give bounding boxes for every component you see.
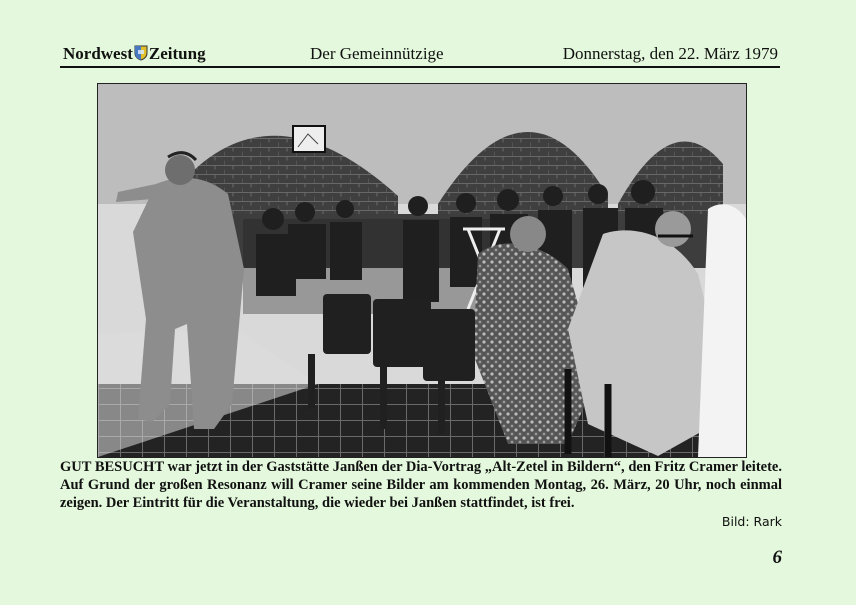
photo-credit: Bild: Rark <box>721 514 782 529</box>
photo-illustration <box>98 84 746 457</box>
section-title: Der Gemeinnützige <box>310 44 444 63</box>
masthead-left: Nordwest <box>63 44 133 63</box>
page-number: 6 <box>772 547 782 568</box>
masthead-right: Zeitung <box>148 44 206 63</box>
issue-date: Donnerstag, den 22. März 1979 <box>562 44 778 63</box>
masthead <box>63 44 206 66</box>
meeting-hall-photo <box>97 83 747 458</box>
caption-text: war jetzt in der Gaststätte Janßen der Dia-Vortrag „Alt-Zetel in Bildern“, den Fritz Cramer leitete. Auf Grund der großen Resonanz will Cramer seine Bilder am kommenden Montag, 26. März, 20 Uhr, noch einmal zeigen. Der Eintritt für die Veranstaltung, die wieder bei Janßen stattfindet, ist frei. <box>60 459 782 511</box>
newspaper-header <box>60 42 780 68</box>
coat-of-arms-icon <box>134 45 148 66</box>
photo-caption <box>60 458 782 512</box>
caption-lead: GUT BESUCHT <box>60 459 164 475</box>
